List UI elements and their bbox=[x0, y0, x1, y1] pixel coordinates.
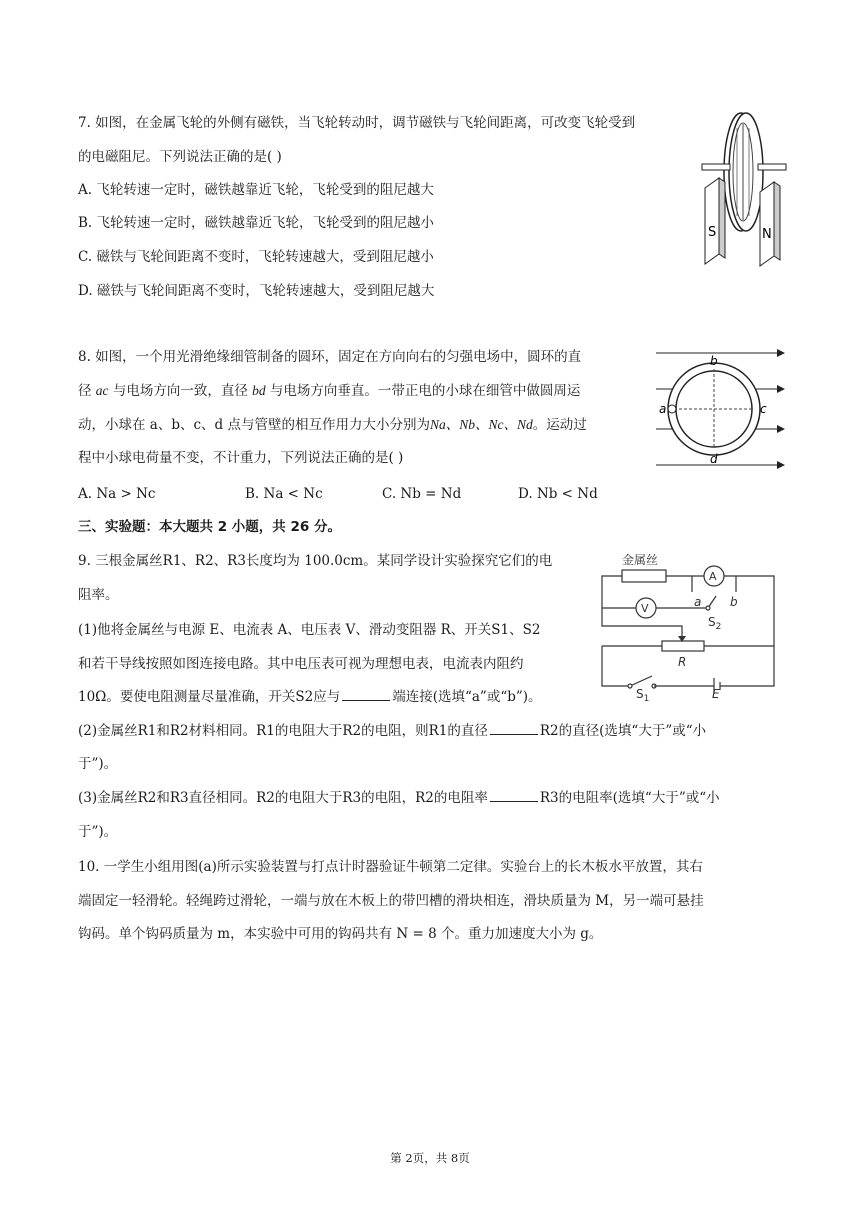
q7-option-c: C. 磁铁与飞轮间距离不变时，飞轮转速越大，受到阻尼越小 bbox=[78, 249, 434, 265]
q8-ring-field-figure bbox=[652, 345, 792, 473]
q7-flywheel-figure bbox=[698, 108, 790, 270]
q9-voltmeter-label: V bbox=[641, 602, 649, 615]
q9-part1-line3: 10Ω。要使电阻测量尽量准确，开关S2应与 端连接(选填“a”或“b”)。 bbox=[78, 689, 542, 705]
section-3-heading: 三、实验题：本大题共 2 小题，共 26 分。 bbox=[78, 519, 341, 535]
q8-stem-line1: 8. 如图，一个用光滑绝缘细管制备的圆环，固定在方向向右的匀强电场中，圆环的直 bbox=[78, 349, 582, 365]
q9-contact-b-label: b bbox=[730, 595, 738, 609]
q10-line2: 端固定一轻滑轮。轻绳跨过滑轮，一端与放在木板上的带凹槽的滑块相连，滑块质量为 M，另一端可悬挂 bbox=[78, 893, 704, 909]
q8-point-c-label: c bbox=[760, 402, 767, 416]
q9-part1-line2: 和若干导线按照如图连接电路。其中电压表可视为理想电表，电流表内阻约 bbox=[78, 656, 524, 672]
q9-part1-line1: (1)他将金属丝与电源 E、电流表 A、电压表 V、滑动变阻器 R、开关S1、S2 bbox=[78, 622, 541, 638]
q8-point-a-label: a bbox=[659, 402, 667, 416]
q9-part3-line1: (3)金属丝R2和R3直径相同。R2的电阻大于R3的电阻，R2的电阻率 R3的电阻率(选填“大于”或“小 bbox=[78, 790, 720, 806]
q10-line3: 钩码。单个钩码质量为 m，本实验中可用的钩码共有 N = 8 个。重力加速度大小为 g。 bbox=[78, 926, 603, 942]
q8-option-b: B. Na < Nc bbox=[245, 486, 323, 502]
q9-switch-s2-label: $S_2$ bbox=[708, 615, 722, 632]
q9-part3-line2: 于”)。 bbox=[78, 824, 118, 840]
q7-option-a: A. 飞轮转速一定时，磁铁越靠近飞轮，飞轮受到的阻尼越大 bbox=[78, 182, 434, 198]
q7-option-b: B. 飞轮转速一定时，磁铁越靠近飞轮，飞轮受到的阻尼越小 bbox=[78, 215, 435, 231]
q9-part2-line2: 于”)。 bbox=[78, 756, 118, 772]
q8-option-d: D. Nb < Nd bbox=[518, 486, 598, 502]
q9-part2-line1: (2)金属丝R1和R2材料相同。R1的电阻大于R2的电阻，则R1的直径 R2的直径(选填“大于”或“小 bbox=[78, 723, 707, 739]
q9-answer-blank-2[interactable] bbox=[490, 721, 538, 735]
q9-rheostat-label: R bbox=[678, 655, 687, 669]
page-footer: 第 2页，共 8页 bbox=[390, 1151, 470, 1165]
q7-magnet-n-label: N bbox=[762, 227, 772, 242]
q9-stem-line2: 阻率。 bbox=[78, 587, 119, 603]
q7-magnet-s-label: S bbox=[708, 225, 717, 240]
q7-stem-line1: 7. 如图，在金属飞轮的外侧有磁铁，当飞轮转动时，调节磁铁与飞轮间距离，可改变飞轮受到 bbox=[78, 115, 636, 131]
q8-stem-line2: 径 ac 与电场方向一致，直径 bd 与电场方向垂直。一带正电的小球在细管中做圆周运 bbox=[78, 383, 581, 399]
q8-option-a: A. Na > Nc bbox=[78, 486, 156, 502]
q9-stem-line1: 9. 三根金属丝R1、R2、R3长度均为 100.0cm。某同学设计实验探究它们的电 bbox=[78, 553, 553, 569]
q7-option-d: D. 磁铁与飞轮间距离不变时，飞轮转速越大，受到阻尼越大 bbox=[78, 283, 435, 299]
q9-contact-a-label: a bbox=[694, 595, 702, 609]
q7-stem-line2: 的电磁阻尼。下列说法正确的是( ) bbox=[78, 149, 282, 165]
q8-stem-line4: 程中小球电荷量不变，不计重力，下列说法正确的是( ) bbox=[78, 450, 404, 466]
q9-answer-blank-3[interactable] bbox=[490, 788, 538, 802]
q9-metal-wire-label: 金属丝 bbox=[622, 553, 659, 567]
q9-battery-label: E bbox=[712, 687, 720, 701]
q9-switch-s1-label: $S_1$ bbox=[636, 687, 650, 704]
q8-point-b-label: b bbox=[710, 354, 718, 368]
q8-stem-line3: 动，小球在 a、b、c、d 点与管壁的相互作用力大小分别为Na、Nb、Nc、Nd。运动过 bbox=[78, 417, 587, 433]
q8-option-c: C. Nb = Nd bbox=[382, 486, 462, 502]
q10-line1: 10. 一学生小组用图(a)所示实验装置与打点计时器验证牛顿第二定律。实验台上的长木板水平放置，其右 bbox=[78, 859, 703, 875]
q9-circuit-figure bbox=[596, 548, 786, 704]
q9-ammeter-label: A bbox=[709, 570, 717, 583]
q8-point-d-label: d bbox=[710, 452, 718, 466]
q9-answer-blank-1[interactable] bbox=[342, 687, 390, 701]
